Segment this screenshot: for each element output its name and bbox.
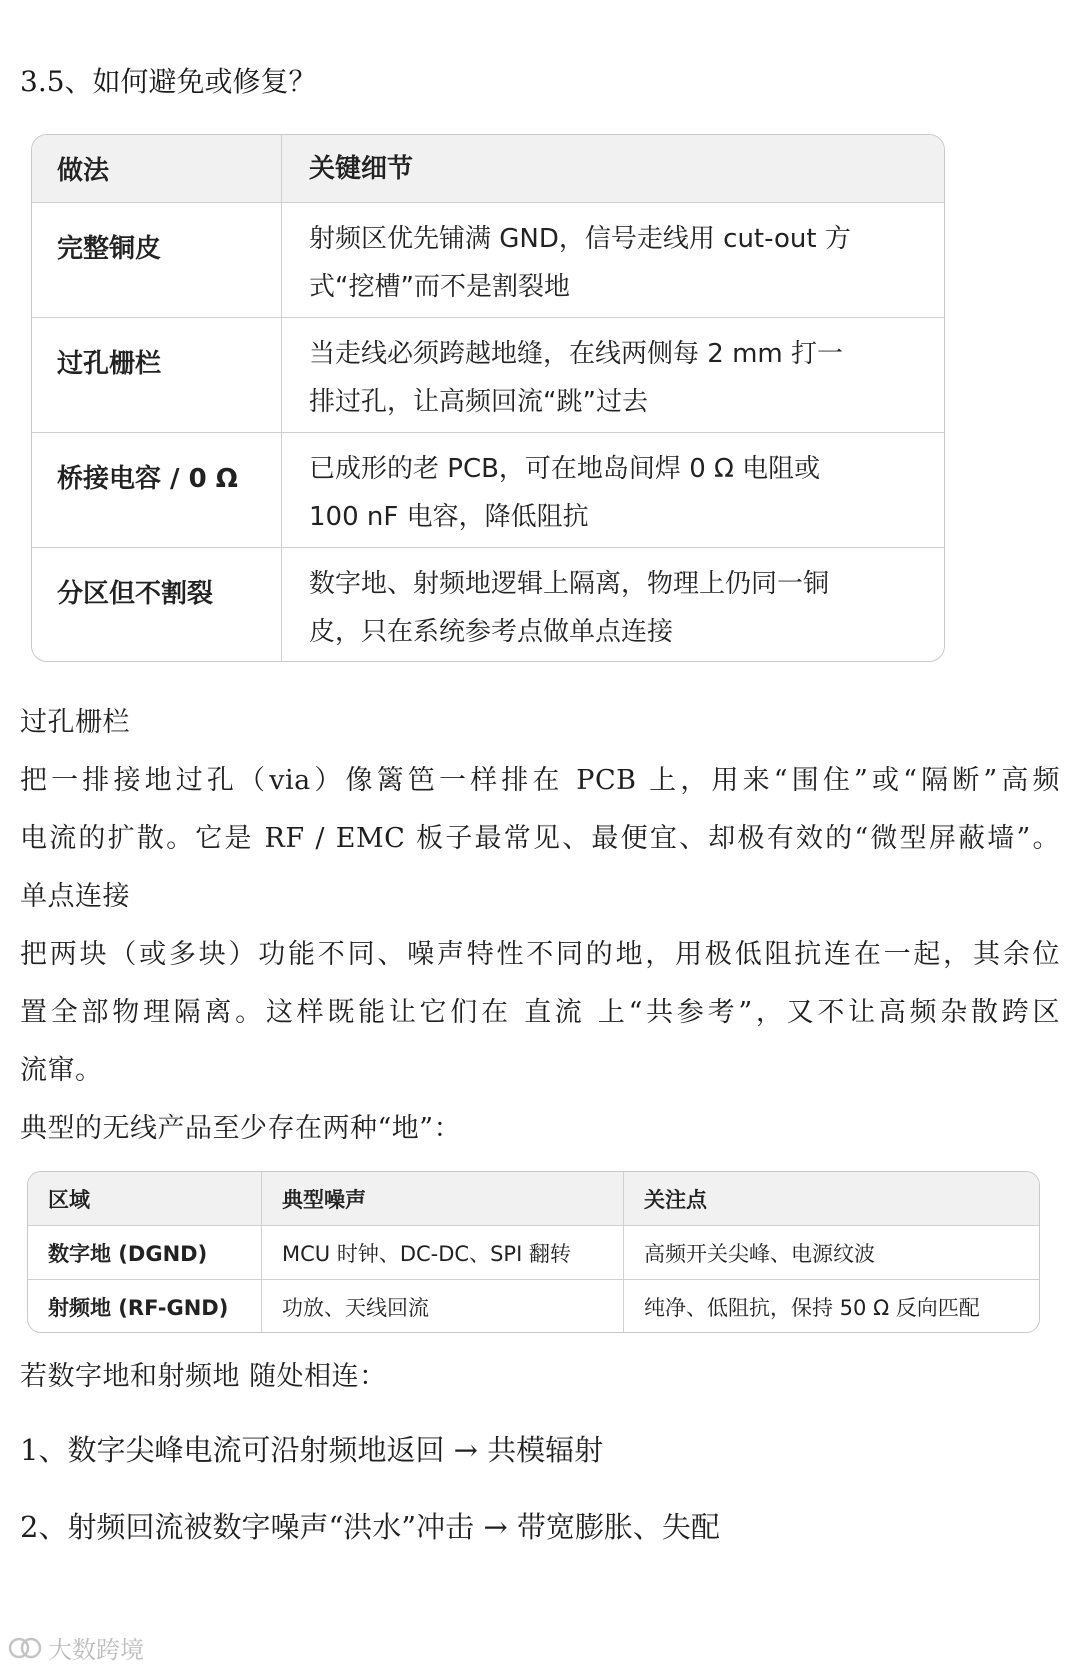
table-row — [32, 317, 944, 432]
table-header-row — [28, 1172, 1039, 1225]
header-focus: 关注点 — [644, 1187, 707, 1212]
list-item: 2、射频回流被数字噪声“洪水”冲击 → 带宽膨胀、失配 — [20, 1510, 720, 1544]
detail-cell — [282, 203, 944, 317]
via-fence-line: 把一排接地过孔（via）像篱笆一样排在 PCB 上，用来“围住”或“隔断”高频 — [20, 765, 1060, 796]
ground-types-table — [27, 1171, 1040, 1333]
detail-line: 数字地、射频地逻辑上隔离，物理上仍同一铜 — [309, 569, 830, 599]
header-noise: 典型噪声 — [262, 1172, 624, 1225]
focus-cell: 高频开关尖峰、电源纹波 — [644, 1241, 875, 1266]
header-method: 做法 — [32, 135, 282, 202]
conclusion-intro-block — [20, 1348, 1060, 1406]
header-detail: 关键细节 — [309, 153, 414, 184]
single-point-line: 把两块（或多块）功能不同、噪声特性不同的地，用极低阻抗连在一起，其余位 — [20, 939, 1060, 970]
methods-table — [31, 134, 945, 662]
single-point-line: 置全部物理隔离。这样既能让它们在 直流 上“共参考”，又不让高频杂散跨区 — [20, 997, 1060, 1028]
via-fence-line: 电流的扩散。它是 RF / EMC 板子最常见、最便宜、却极有效的“微型屏蔽墙”。 — [20, 823, 1060, 854]
table-row — [28, 1225, 1039, 1279]
detail-line: 排过孔，让高频回流“跳”过去 — [309, 387, 648, 417]
single-point-line: 流窜。 — [20, 1055, 103, 1086]
detail-line: 已成形的老 PCB，可在地岛间焊 0 Ω 电阻或 — [309, 454, 821, 484]
region-cell: 数字地 (DGND) — [28, 1226, 262, 1279]
table-row — [32, 432, 944, 547]
detail-line: 皮，只在系统参考点做单点连接 — [309, 617, 674, 647]
method-cell: 桥接电容 / 0 Ω — [32, 433, 282, 547]
method-cell: 分区但不割裂 — [32, 548, 282, 662]
detail-cell — [282, 318, 944, 432]
detail-line: 100 nF 电容，降低阻抗 — [309, 502, 589, 532]
noise-cell: MCU 时钟、DC-DC、SPI 翻转 — [262, 1226, 624, 1279]
watermark-text: 大数跨境 — [48, 1636, 144, 1664]
single-point-title: 单点连接 — [20, 881, 130, 912]
focus-cell: 纯净、低阻抗，保持 50 Ω 反向匹配 — [644, 1295, 980, 1320]
noise-cell: 功放、天线回流 — [262, 1280, 624, 1333]
detail-line: 射频区优先铺满 GND，信号走线用 cut-out 方 — [309, 224, 851, 254]
detail-cell — [282, 548, 944, 662]
method-cell: 过孔栅栏 — [32, 318, 282, 432]
section-heading: 3.5、如何避免或修复？ — [20, 65, 317, 98]
via-fence-title: 过孔栅栏 — [20, 707, 130, 738]
table-header-row — [32, 135, 944, 202]
detail-line: 式“挖槽”而不是割裂地 — [309, 272, 570, 302]
table-row — [28, 1279, 1039, 1333]
table-row — [32, 202, 944, 317]
method-cell: 完整铜皮 — [32, 203, 282, 317]
table2-intro: 典型的无线产品至少存在两种“地”： — [20, 1113, 462, 1144]
via-fence-section — [20, 694, 1060, 1158]
watermark — [8, 1630, 144, 1665]
detail-cell — [282, 433, 944, 547]
header-region: 区域 — [28, 1172, 262, 1225]
detail-line: 当走线必须跨越地缝，在线两侧每 2 mm 打一 — [309, 339, 843, 369]
region-cell: 射频地 (RF-GND) — [28, 1280, 262, 1333]
list-item: 1、数字尖峰电流可沿射频地返回 → 共模辐射 — [20, 1433, 604, 1467]
conclusion-intro: 若数字地和射频地 随处相连： — [20, 1361, 387, 1392]
brand-logo-icon — [8, 1637, 42, 1659]
table-row — [32, 547, 944, 662]
